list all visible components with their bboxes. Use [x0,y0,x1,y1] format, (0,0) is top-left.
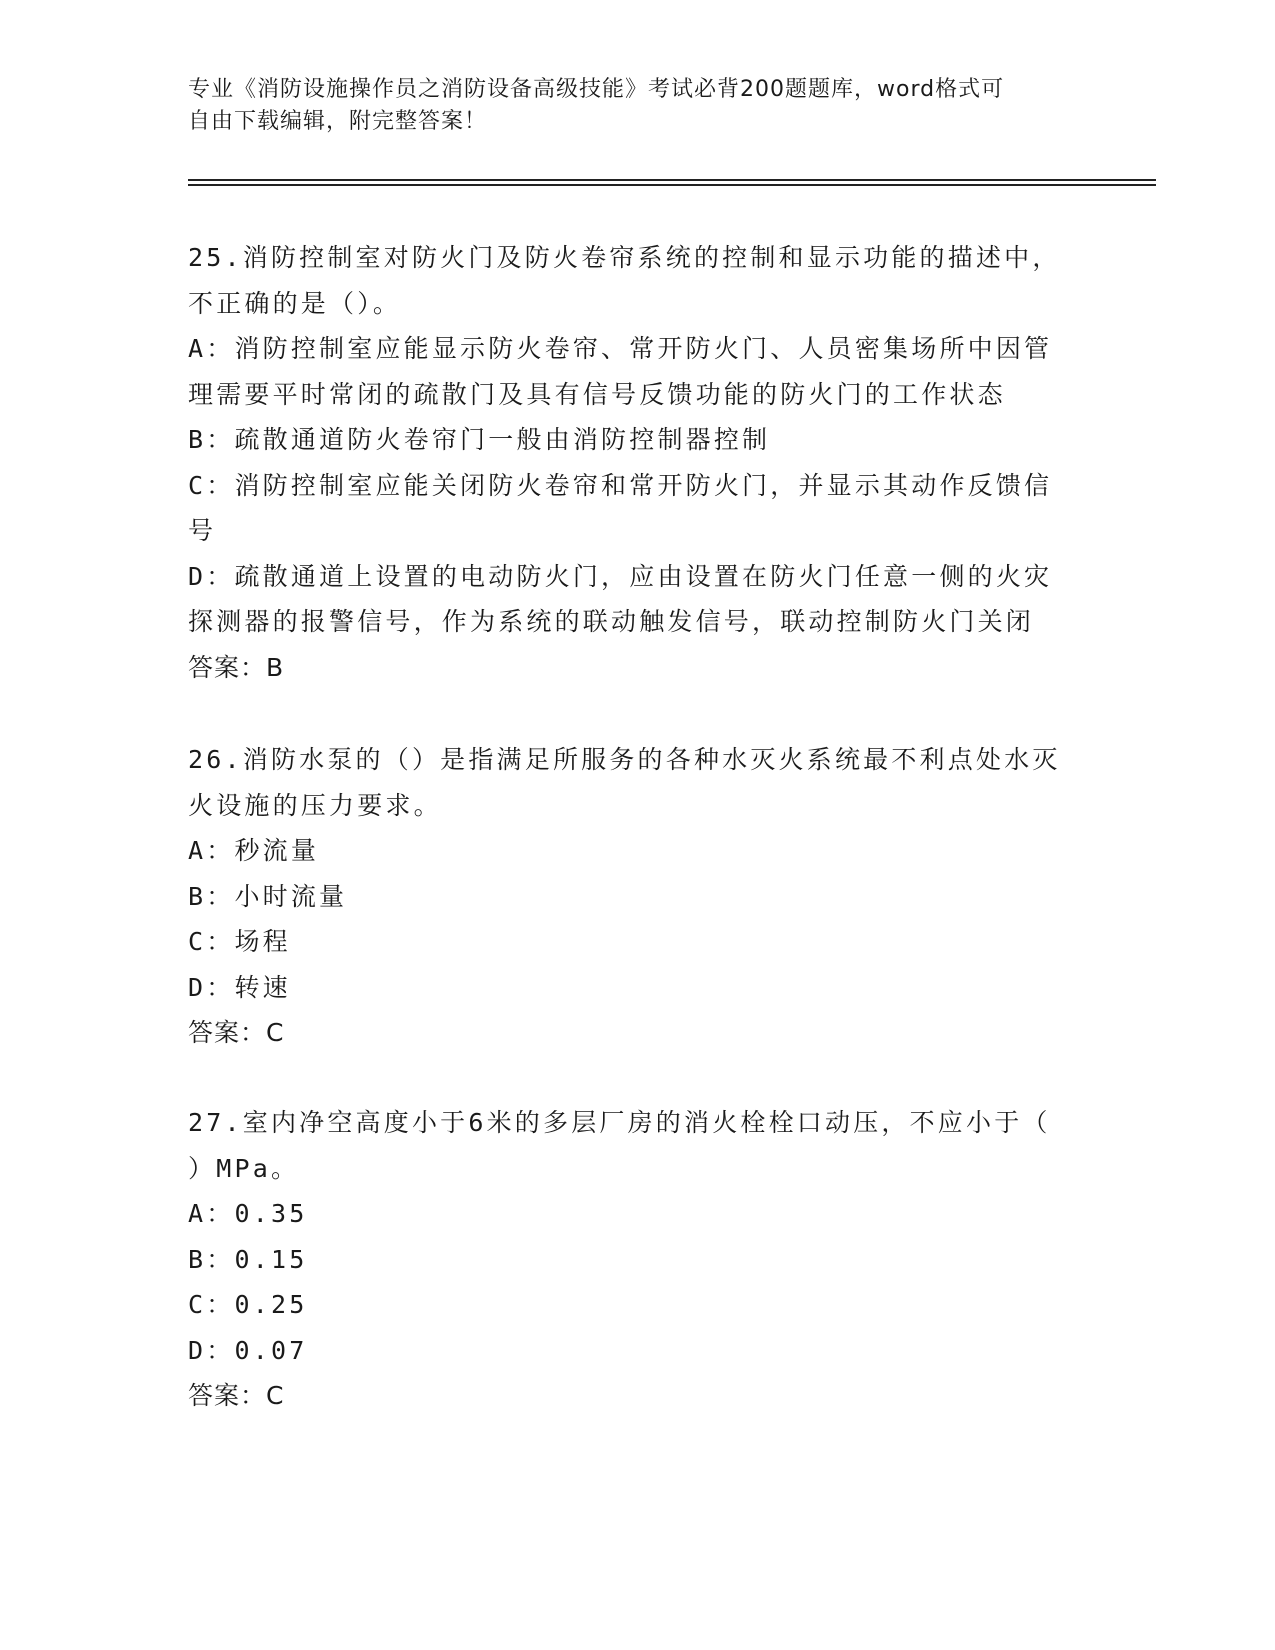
header-divider-bottom [188,184,1156,186]
option-c-line: C：消防控制室应能关闭防火卷帘和常开防火门，并显示其动作反馈信 [188,470,1053,500]
option-d-line: D：0.07 [188,1335,308,1365]
option-d-line: D：疏散通道上设置的电动防火门，应由设置在防火门任意一侧的火灾 [188,561,1053,591]
option-c-line: C：0.25 [188,1290,308,1319]
document-header [188,74,1088,138]
option-a-line: A：秒流量 [188,836,320,865]
question-stem-line: 火设施的压力要求。 [188,790,442,820]
option-a-line: 理需要平时常闭的疏散门及具有信号反馈功能的防火门的工作状态 [188,379,1006,409]
question-26 [188,737,1088,1056]
question-stem-line: ）MPa。 [188,1153,300,1183]
option-a-line: A：0.35 [188,1199,308,1228]
header-divider-top [188,179,1156,181]
question-25 [188,235,1088,690]
question-stem-line: 27.室内净空高度小于6米的多层厂房的消火栓栓口动压，不应小于（ [188,1108,1051,1137]
option-b-line: B：小时流量 [188,881,348,911]
answer-line: 答案：B [188,652,285,682]
question-stem-line: 不正确的是（）。 [188,288,402,318]
answer-line: 答案：C [188,1018,285,1047]
option-d-line: D：转速 [188,972,291,1002]
option-a-line: A：消防控制室应能显示防火卷帘、常开防火门、人员密集场所中因管 [188,334,1053,363]
answer-line: 答案：C [188,1381,285,1410]
option-b-line: B：0.15 [188,1244,308,1274]
option-b-line: B：疏散通道防火卷帘门一般由消防控制器控制 [188,425,771,454]
question-stem-line: 26.消防水泵的（）是指满足所服务的各种水灭火系统最不利点处水灭 [188,745,1061,774]
header-line-2: 自由下载编辑，附完整答案！ [188,109,488,134]
option-c-line: C：场程 [188,927,291,956]
option-d-line: 探测器的报警信号，作为系统的联动触发信号，联动控制防火门关闭 [188,607,1035,636]
header-line-1: 专业《消防设施操作员之消防设备高级技能》考试必背200题题库，word格式可 [188,77,1005,102]
question-27 [188,1100,1088,1419]
question-stem-line: 25.消防控制室对防火门及防火卷帘系统的控制和显示功能的描述中， [188,243,1061,272]
option-c-line: 号 [188,516,217,545]
